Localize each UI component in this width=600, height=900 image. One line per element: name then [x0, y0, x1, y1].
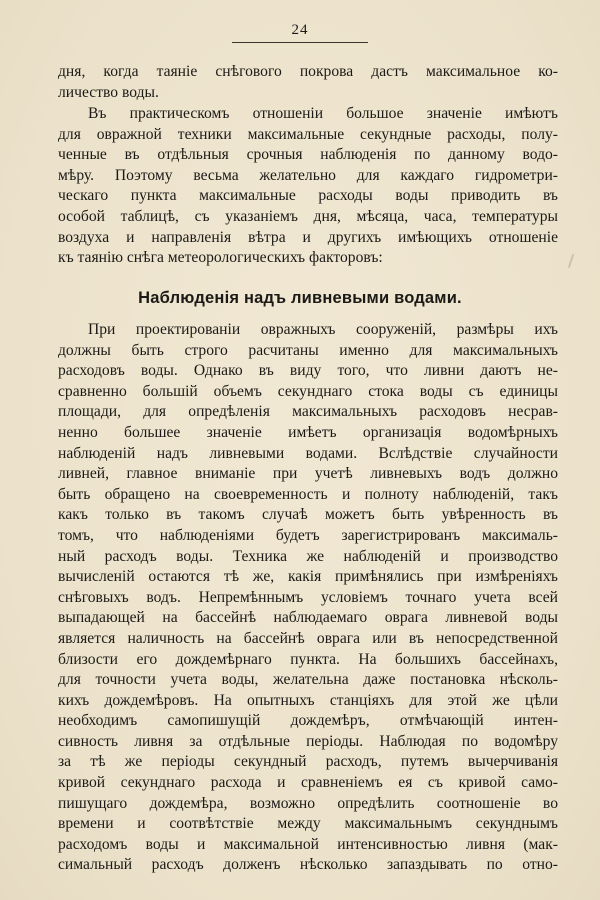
text-line: какъ только въ такомъ случаѣ можетъ быть увѣренность въ [58, 506, 558, 524]
text-line: быть обращено на своевременность и полноту наблюденій, такъ [58, 485, 558, 503]
text-line: должны быть строго расчитаны именно для максимальныхъ [58, 341, 558, 359]
header-rule [232, 42, 368, 43]
text-line: необходимъ самопишущій дождемѣръ, отмѣчающій интен- [58, 712, 558, 730]
text-line: симальный расходъ долженъ нѣсколько запаздывать по отно- [58, 856, 558, 874]
text-line: ливней, главное вниманіе при учетѣ ливневыхъ водъ должно [58, 465, 558, 483]
text-line: къ таянію снѣга метеорологическихъ факторовъ: [58, 249, 383, 267]
text-line: ческаго пункта максимальные расходы воды приводить въ [58, 187, 558, 205]
text-line: ный расходъ воды. Техника же наблюденій и производство [58, 547, 558, 565]
text-line: для точности учета воды, желательна даже постановка нѣсколь- [58, 671, 558, 689]
text-line: особой таблицѣ, съ указаніемъ дня, мѣсяца, часа, температуры [58, 207, 558, 225]
text-line: сравненно большій объемъ секунднаго стока воды съ единицы [58, 382, 558, 400]
text-line: за тѣ же періоды секундный расходъ, путемъ вычерчиванія [58, 753, 558, 771]
text-line: томъ, что наблюденіями будетъ зарегистрированъ максималь- [58, 526, 558, 544]
text-line: ненно большее значеніе имѣетъ организація водомѣрныхъ [58, 423, 558, 441]
text-line: для овражной техники максимальные секундные расходы, полу- [58, 125, 558, 143]
paper-speck [568, 254, 574, 268]
text-line: выпадающей на бассейнѣ наблюдаемаго оврага ливневой воды [58, 609, 558, 627]
text-line: времени и соотвѣтствіе между максимальнымъ секунднымъ [58, 815, 558, 833]
paragraph-rainwater [58, 320, 558, 876]
text-line: ченные въ отдѣльныя срочныя наблюденія по данному водо- [58, 146, 558, 164]
text-line: снѣговыхъ водъ. Непремѣннымъ условіемъ точнаго учета всей [58, 588, 558, 606]
text-line: пишущаго дождемѣра, возможно опредѣлить соотношеніе во [58, 794, 558, 812]
text-line: площади, для опредѣленія максимальныхъ расходовъ несрав- [58, 403, 558, 421]
text-line: наблюденій надъ ливневыми водами. Вслѣдствіе случайности [58, 444, 558, 462]
text-line: При проектированіи овражныхъ сооруженій, размѣры ихъ [88, 321, 558, 338]
page-number: 24 [291, 22, 309, 38]
text-line: кривой секунднаго расхода и сравненіемъ ея съ кривой само- [58, 774, 558, 792]
paragraph-continued [58, 62, 558, 103]
text-line: личество воды. [58, 83, 159, 101]
text-line: расходомъ воды и максимальной интенсивностью ливня (мак- [58, 835, 558, 853]
text-line: Въ практическомъ отношеніи большое значеніе имѣютъ [88, 105, 558, 122]
section-heading: Наблюденія надъ ливневыми водами. [138, 289, 462, 307]
text-line: является наличность на бассейнѣ оврага или въ непосредственной [58, 629, 558, 647]
text-line: кихъ дождемѣровъ. На опытныхъ станціяхъ для этой же цѣли [58, 691, 558, 709]
text-line: дня, когда таяніе снѣгового покрова дастъ максимальное ко- [58, 63, 558, 80]
text-line: расходовъ воды. Однако въ виду того, что ливни даютъ не- [58, 362, 558, 380]
paragraph-practical [58, 104, 558, 269]
text-line: воздуха и направленія вѣтра и другихъ имѣющихъ отношеніе [58, 228, 558, 246]
text-line: мѣру. Поэтому весьма желательно для каждаго гидрометри- [58, 166, 558, 184]
text-line: сивность ливня за отдѣльные періоды. Наблюдая по водомѣру [58, 732, 558, 750]
text-line: вычисленій остаются тѣ же, какія примѣнялись при измѣреніяхъ [58, 568, 558, 586]
text-line: близости его дождемѣрнаго пункта. На большихъ бассейнахъ, [58, 650, 558, 668]
